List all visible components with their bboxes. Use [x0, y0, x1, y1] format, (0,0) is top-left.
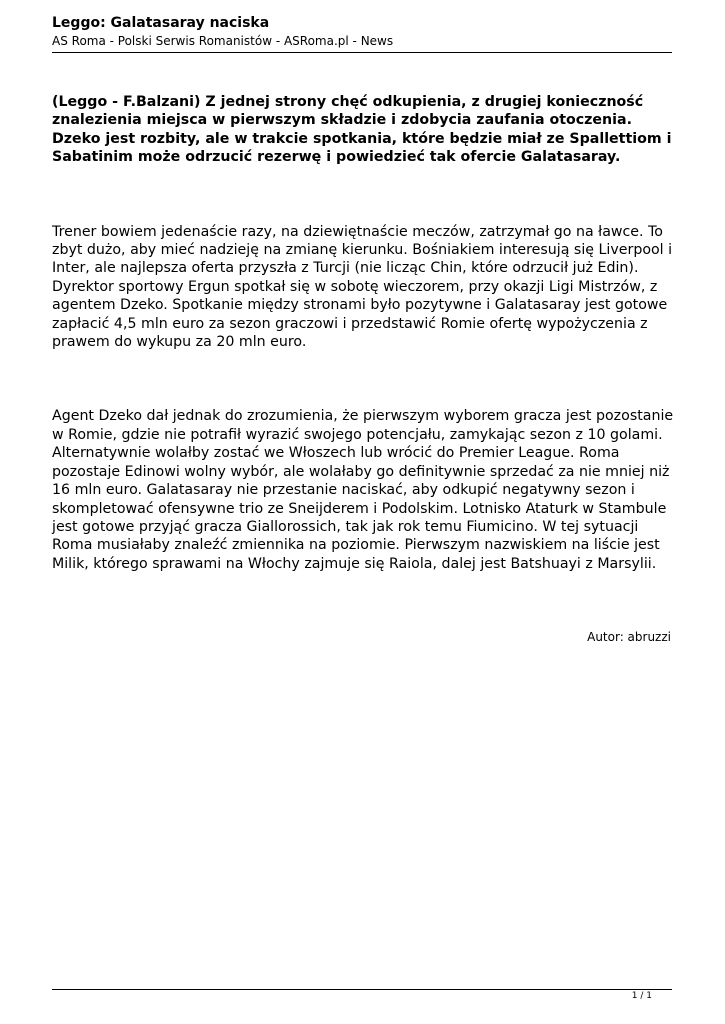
page-header: [52, 14, 672, 49]
article-paragraph-2: Agent Dzeko dał jednak do zrozumienia, że pierwszym wyborem gracza jest pozostanie w Romie, gdzie nie potrafił wyrazić swojego potencjału, zamykając sezon z 10 golami. Alternatywnie wolałby zostać we Włoszech lub wrócić do Premier League. Roma pozostaje Edinowi wolny wybór, ale wolałaby go definitywnie sprzedać za nie mniej niż 16 mln euro. Galatasaray nie przestanie naciskać, aby odkupić negatywny sezon i skompletować ofensywne trio ze Sneijderem i Podolskim. Lotnisko Ataturk w Stambule jest gotowe przyjąć gracza Giallorossich, tak jak rok temu Fiumicino. W tej sytuacji Roma musiałaby znaleźć zmiennika na poziomie. Pierwszym nazwiskiem na liście jest Milik, którego sprawami na Włochy zajmuje się Raiola, dalej jest Batshuayi z Marsylii.: [52, 408, 674, 572]
footer-divider: [52, 989, 672, 990]
paragraph-spacer: [52, 351, 674, 407]
article-title: Leggo: Galatasaray naciska: [52, 15, 270, 31]
article-lead: (Leggo - F.Balzani) Z jednej strony chęć odkupienia, z drugiej konieczność znalezienia miejsca w pierwszym składzie i zdobycia zaufania otoczenia. Dzeko jest rozbity, ale w trakcie spotkania, które będzie miał ze Spallettiom i Sabatinim może odrzucić rezerwę i powiedzieć tak ofercie Galatasaray.: [52, 94, 672, 166]
page-number: 1 / 1: [631, 991, 652, 1001]
paragraph-spacer: [52, 167, 674, 223]
article-author: Autor: abruzzi: [587, 630, 671, 645]
article-body: [52, 93, 674, 645]
article-paragraph-1: Trener bowiem jedenaście razy, na dziewiętnaście meczów, zatrzymał go na ławce. To zbyt dużo, aby mieć nadzieję na zmianę kierunku. Bośniakiem interesują się Liverpool i Inter, ale najlepsza oferta przyszła z Turcji (nie licząc Chin, które odrzucił już Edin). Dyrektor sportowy Ergun spotkał się w sobotę wieczorem, przy okazji Ligi Mistrzów, z agentem Dzeko. Spotkanie między stronami było pozytywne i Galatasaray jest gotowe zapłacić 4,5 mln euro za sezon graczowi i przedstawić Romie ofertę wypożyczenia z prawem do wykupu za 20 mln euro.: [52, 223, 673, 351]
paragraph-spacer: [52, 573, 674, 629]
site-subtitle: AS Roma - Polski Serwis Romanistów - ASRoma.pl - News: [52, 34, 394, 48]
header-divider: [52, 52, 672, 53]
